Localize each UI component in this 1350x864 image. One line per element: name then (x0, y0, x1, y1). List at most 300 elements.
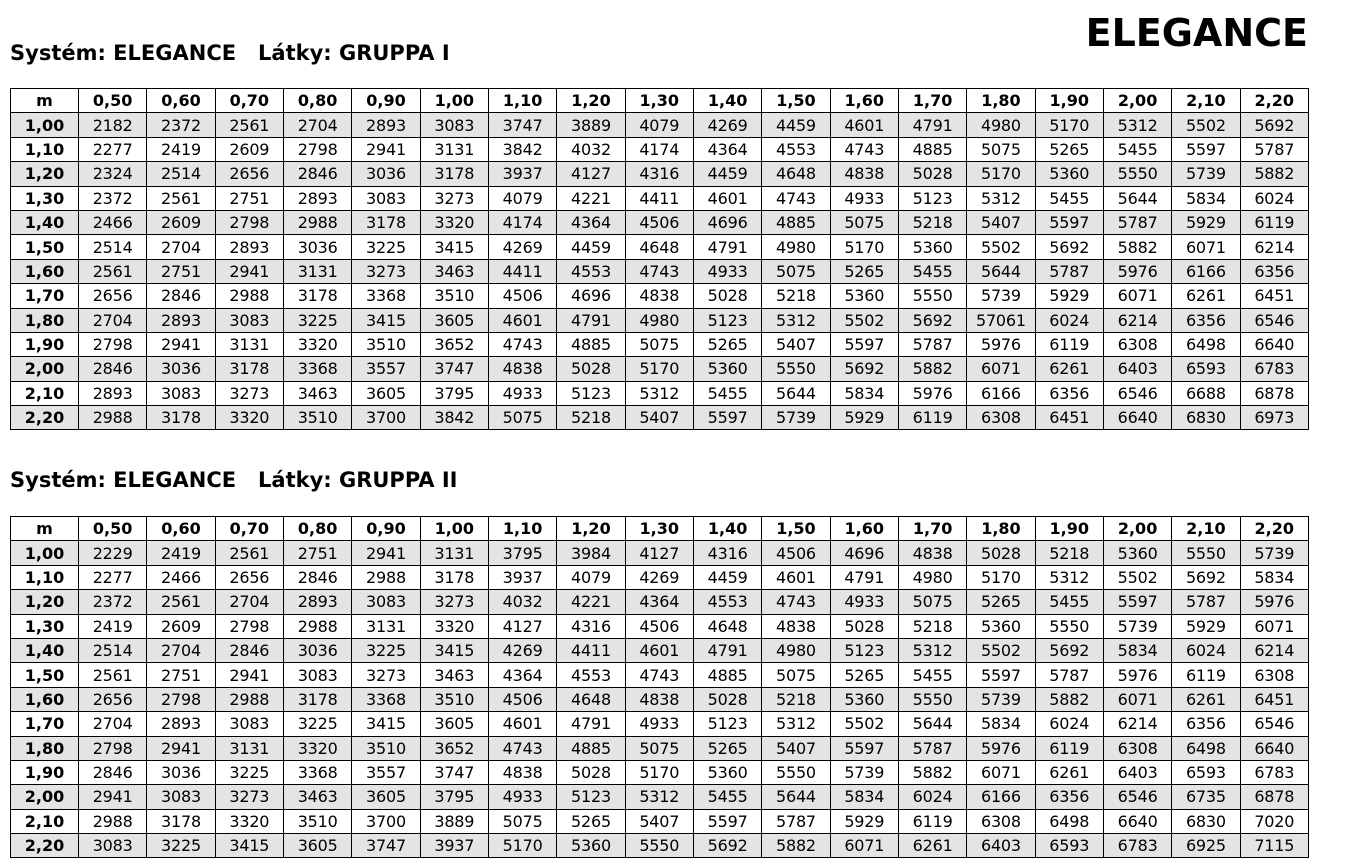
column-header: 1,70 (898, 517, 966, 541)
column-header: 2,10 (1172, 517, 1240, 541)
price-cell: 3036 (352, 162, 420, 186)
price-cell: 4506 (625, 614, 693, 638)
price-cell: 3605 (352, 785, 420, 809)
price-cell: 6356 (1240, 259, 1308, 283)
column-header: 2,20 (1240, 89, 1308, 113)
price-cell: 3937 (488, 565, 556, 589)
price-cell: 5075 (625, 736, 693, 760)
price-cell: 6640 (1103, 809, 1171, 833)
price-cell: 3273 (420, 590, 488, 614)
price-cell: 5075 (625, 332, 693, 356)
price-cell: 5550 (625, 834, 693, 858)
price-cell: 4743 (762, 186, 830, 210)
price-cell: 2704 (79, 308, 147, 332)
price-cell: 5123 (693, 308, 761, 332)
price-cell: 6830 (1172, 809, 1240, 833)
price-cell: 5407 (625, 809, 693, 833)
price-cell: 4411 (557, 638, 625, 662)
price-cell: 4269 (488, 235, 556, 259)
price-cell: 6214 (1103, 308, 1171, 332)
price-cell: 2704 (147, 638, 215, 662)
price-cell: 3415 (215, 834, 283, 858)
price-cell: 6356 (1035, 785, 1103, 809)
price-cell: 4791 (898, 113, 966, 137)
brand-title: ELEGANCE (1085, 11, 1308, 55)
price-cell: 5597 (830, 332, 898, 356)
price-cell: 5692 (693, 834, 761, 858)
price-cell: 2988 (283, 614, 351, 638)
price-cell: 2561 (79, 663, 147, 687)
price-cell: 2751 (215, 186, 283, 210)
price-cell: 5644 (762, 785, 830, 809)
price-cell: 3795 (420, 785, 488, 809)
price-cell: 3273 (215, 381, 283, 405)
price-cell: 4933 (693, 259, 761, 283)
price-cell: 3463 (420, 663, 488, 687)
row-header: 1,70 (11, 712, 79, 736)
row-header: 2,10 (11, 809, 79, 833)
price-cell: 3036 (147, 760, 215, 784)
price-cell: 3036 (283, 638, 351, 662)
row-header: 1,20 (11, 162, 79, 186)
price-cell: 5834 (1240, 565, 1308, 589)
price-cell: 6214 (1240, 235, 1308, 259)
price-cell: 5265 (557, 809, 625, 833)
price-cell: 6498 (1172, 332, 1240, 356)
price-cell: 5550 (762, 760, 830, 784)
price-cell: 3795 (488, 541, 556, 565)
table-row (11, 113, 1309, 137)
column-header: 1,70 (898, 89, 966, 113)
price-cell: 5502 (967, 638, 1035, 662)
price-cell: 5028 (557, 357, 625, 381)
table-row (11, 406, 1309, 430)
price-cell: 3937 (420, 834, 488, 858)
table-row (11, 235, 1309, 259)
price-cell: 5028 (557, 760, 625, 784)
price-cell: 5834 (830, 381, 898, 405)
row-header: 1,10 (11, 137, 79, 161)
price-cell: 2941 (147, 736, 215, 760)
row-header: 1,70 (11, 284, 79, 308)
price-cell: 5360 (830, 687, 898, 711)
corner-header: m (11, 517, 79, 541)
price-cell: 3937 (488, 162, 556, 186)
price-cell: 2561 (147, 186, 215, 210)
price-cell: 4364 (693, 137, 761, 161)
price-cell: 4696 (830, 541, 898, 565)
price-cell: 5787 (1240, 137, 1308, 161)
column-header: 1,30 (625, 517, 693, 541)
table-row (11, 760, 1309, 784)
price-cell: 2798 (79, 332, 147, 356)
column-header: 0,90 (352, 517, 420, 541)
column-header: 1,30 (625, 89, 693, 113)
price-cell: 4032 (488, 590, 556, 614)
column-header: 0,50 (79, 517, 147, 541)
price-cell: 3178 (420, 162, 488, 186)
table-row (11, 736, 1309, 760)
price-cell: 5075 (488, 809, 556, 833)
price-cell: 3225 (283, 712, 351, 736)
price-cell: 4696 (693, 210, 761, 234)
price-cell: 2656 (215, 162, 283, 186)
price-cell: 6403 (1103, 357, 1171, 381)
price-cell: 4364 (557, 210, 625, 234)
price-cell: 5407 (762, 332, 830, 356)
price-cell: 3700 (352, 406, 420, 430)
price-cell: 2751 (283, 541, 351, 565)
price-cell: 5218 (762, 284, 830, 308)
price-cell: 4933 (625, 712, 693, 736)
price-cell: 3700 (352, 809, 420, 833)
price-cell: 5123 (693, 712, 761, 736)
row-header: 1,50 (11, 663, 79, 687)
price-cell: 5407 (967, 210, 1035, 234)
price-cell: 6546 (1103, 381, 1171, 405)
price-cell: 7115 (1240, 834, 1308, 858)
price-cell: 5692 (830, 357, 898, 381)
price-cell: 4838 (625, 284, 693, 308)
price-cell: 3083 (352, 590, 420, 614)
price-cell: 5929 (1172, 210, 1240, 234)
price-cell: 5929 (1035, 284, 1103, 308)
price-cell: 6071 (967, 760, 1035, 784)
price-cell: 4506 (762, 541, 830, 565)
price-cell: 2798 (283, 137, 351, 161)
price-cell: 5550 (898, 284, 966, 308)
table-row (11, 186, 1309, 210)
column-header: 0,70 (215, 517, 283, 541)
table-row (11, 137, 1309, 161)
price-cell: 5550 (1103, 162, 1171, 186)
price-cell: 2704 (147, 235, 215, 259)
price-cell: 3510 (420, 687, 488, 711)
price-cell: 5976 (1103, 259, 1171, 283)
price-cell: 6071 (830, 834, 898, 858)
column-header: 1,60 (830, 89, 898, 113)
price-cell: 5218 (557, 406, 625, 430)
price-cell: 4127 (488, 614, 556, 638)
table-row (11, 712, 1309, 736)
row-header: 2,20 (11, 406, 79, 430)
price-cell: 2893 (283, 590, 351, 614)
price-cell: 2466 (147, 565, 215, 589)
price-cell: 4364 (625, 590, 693, 614)
column-header: 1,50 (762, 517, 830, 541)
table-row (11, 834, 1309, 858)
price-table-gruppa-2 (10, 516, 1309, 858)
price-cell: 6640 (1240, 736, 1308, 760)
price-cell: 6546 (1103, 785, 1171, 809)
table-row (11, 308, 1309, 332)
price-cell: 6071 (1103, 687, 1171, 711)
price-cell: 3605 (420, 712, 488, 736)
price-cell: 3225 (352, 235, 420, 259)
price-cell: 6830 (1172, 406, 1240, 430)
price-cell: 5170 (625, 357, 693, 381)
price-cell: 6261 (1035, 357, 1103, 381)
price-cell: 6878 (1240, 381, 1308, 405)
price-cell: 5644 (762, 381, 830, 405)
price-cell: 5455 (693, 381, 761, 405)
price-cell: 5787 (898, 736, 966, 760)
price-cell: 4459 (693, 162, 761, 186)
price-cell: 5550 (1035, 614, 1103, 638)
price-cell: 3083 (420, 113, 488, 137)
price-cell: 4553 (762, 137, 830, 161)
price-cell: 2561 (215, 113, 283, 137)
row-header: 1,90 (11, 332, 79, 356)
column-header: 0,80 (283, 89, 351, 113)
price-cell: 2372 (79, 590, 147, 614)
price-cell: 3083 (215, 308, 283, 332)
price-cell: 2941 (352, 137, 420, 161)
price-cell: 5360 (1035, 162, 1103, 186)
price-cell: 5882 (1103, 235, 1171, 259)
row-header: 1,00 (11, 113, 79, 137)
price-cell: 6214 (1103, 712, 1171, 736)
price-cell: 5692 (1035, 638, 1103, 662)
column-header: 0,70 (215, 89, 283, 113)
price-cell: 4601 (488, 712, 556, 736)
price-cell: 2941 (215, 663, 283, 687)
price-cell: 3036 (147, 357, 215, 381)
price-cell: 2419 (79, 614, 147, 638)
price-cell: 2277 (79, 137, 147, 161)
price-cell: 5265 (830, 259, 898, 283)
price-cell: 4743 (625, 259, 693, 283)
price-cell: 3131 (215, 736, 283, 760)
price-cell: 6308 (1103, 332, 1171, 356)
price-cell: 5028 (898, 162, 966, 186)
price-cell: 3320 (283, 736, 351, 760)
header-row (11, 89, 1309, 113)
price-cell: 5123 (830, 638, 898, 662)
price-cell: 6308 (967, 406, 1035, 430)
price-cell: 4791 (693, 638, 761, 662)
price-cell: 4838 (488, 760, 556, 784)
price-cell: 3083 (147, 785, 215, 809)
price-cell: 2656 (215, 565, 283, 589)
price-cell: 5739 (967, 284, 1035, 308)
header-row (11, 517, 1309, 541)
price-cell: 4838 (898, 541, 966, 565)
price-cell: 3842 (488, 137, 556, 161)
price-cell: 4791 (830, 565, 898, 589)
price-cell: 2893 (79, 381, 147, 405)
price-cell: 5692 (1035, 235, 1103, 259)
price-cell: 6024 (1035, 712, 1103, 736)
price-cell: 5265 (830, 663, 898, 687)
price-cell: 5787 (1103, 210, 1171, 234)
table-row (11, 638, 1309, 662)
price-cell: 6735 (1172, 785, 1240, 809)
price-cell: 5075 (762, 663, 830, 687)
price-cell: 4838 (488, 357, 556, 381)
price-cell: 6356 (1172, 712, 1240, 736)
table-row (11, 357, 1309, 381)
price-cell: 4364 (488, 663, 556, 687)
price-cell: 3368 (283, 357, 351, 381)
price-cell: 5739 (1172, 162, 1240, 186)
price-cell: 5502 (967, 235, 1035, 259)
price-cell: 5170 (830, 235, 898, 259)
row-header: 1,60 (11, 687, 79, 711)
price-cell: 3652 (420, 332, 488, 356)
price-cell: 5455 (1035, 186, 1103, 210)
row-header: 1,10 (11, 565, 79, 589)
price-cell: 5170 (967, 162, 1035, 186)
price-cell: 3510 (352, 736, 420, 760)
price-cell: 5028 (693, 687, 761, 711)
price-cell: 6356 (1035, 381, 1103, 405)
price-cell: 6783 (1240, 760, 1308, 784)
price-cell: 6024 (898, 785, 966, 809)
price-cell: 3320 (215, 809, 283, 833)
table-row (11, 541, 1309, 565)
price-cell: 5834 (1172, 186, 1240, 210)
price-cell: 5312 (625, 381, 693, 405)
price-cell: 5312 (967, 186, 1035, 210)
price-cell: 5882 (762, 834, 830, 858)
price-cell: 6403 (967, 834, 1035, 858)
price-cell: 4459 (693, 565, 761, 589)
price-cell: 5218 (898, 614, 966, 638)
price-cell: 5455 (1035, 590, 1103, 614)
price-cell: 3747 (352, 834, 420, 858)
section-title-gruppa-1: Systém: ELEGANCE Látky: GRUPPA I (10, 41, 450, 65)
price-cell: 4506 (488, 284, 556, 308)
price-cell: 3605 (352, 381, 420, 405)
price-cell: 3510 (352, 332, 420, 356)
price-cell: 3842 (420, 406, 488, 430)
price-cell: 2893 (283, 186, 351, 210)
price-cell: 6640 (1240, 332, 1308, 356)
price-cell: 6119 (1035, 332, 1103, 356)
price-cell: 4838 (762, 614, 830, 638)
price-cell: 4933 (830, 186, 898, 210)
price-cell: 2609 (147, 614, 215, 638)
price-cell: 5312 (1035, 565, 1103, 589)
section-title-gruppa-2: Systém: ELEGANCE Látky: GRUPPA II (10, 468, 458, 492)
column-header: 1,90 (1035, 517, 1103, 541)
price-cell: 4174 (488, 210, 556, 234)
price-cell: 4885 (762, 210, 830, 234)
price-cell: 2751 (147, 663, 215, 687)
price-cell: 3083 (215, 712, 283, 736)
price-cell: 6071 (967, 357, 1035, 381)
price-cell: 5028 (830, 614, 898, 638)
price-cell: 6119 (1035, 736, 1103, 760)
price-cell: 5976 (1103, 663, 1171, 687)
price-cell: 6071 (1240, 614, 1308, 638)
price-cell: 2941 (215, 259, 283, 283)
price-cell: 3463 (283, 381, 351, 405)
price-cell: 5787 (1035, 259, 1103, 283)
price-cell: 2988 (79, 406, 147, 430)
price-cell: 6593 (1172, 357, 1240, 381)
row-header: 1,80 (11, 736, 79, 760)
price-cell: 5834 (830, 785, 898, 809)
price-cell: 5597 (967, 663, 1035, 687)
price-cell: 4269 (488, 638, 556, 662)
price-cell: 5787 (762, 809, 830, 833)
price-cell: 3557 (352, 760, 420, 784)
price-cell: 3605 (283, 834, 351, 858)
price-cell: 4601 (488, 308, 556, 332)
price-cell: 6166 (967, 381, 1035, 405)
price-cell: 2988 (79, 809, 147, 833)
price-cell: 4316 (693, 541, 761, 565)
price-cell: 3131 (420, 541, 488, 565)
column-header: 2,00 (1103, 517, 1171, 541)
price-cell: 4791 (693, 235, 761, 259)
price-cell: 6878 (1240, 785, 1308, 809)
price-cell: 5075 (967, 137, 1035, 161)
price-cell: 6403 (1103, 760, 1171, 784)
price-cell: 4980 (762, 638, 830, 662)
price-cell: 3747 (420, 357, 488, 381)
price-cell: 4885 (557, 332, 625, 356)
row-header: 2,20 (11, 834, 79, 858)
price-cell: 3889 (557, 113, 625, 137)
price-cell: 2798 (79, 736, 147, 760)
price-cell: 7020 (1240, 809, 1308, 833)
row-header: 1,30 (11, 186, 79, 210)
column-header: 1,20 (557, 517, 625, 541)
price-cell: 5739 (1103, 614, 1171, 638)
price-cell: 3131 (420, 137, 488, 161)
price-cell: 5360 (1103, 541, 1171, 565)
price-cell: 4221 (557, 186, 625, 210)
price-cell: 5976 (1240, 590, 1308, 614)
price-cell: 3368 (283, 760, 351, 784)
price-cell: 5834 (967, 712, 1035, 736)
table-row (11, 259, 1309, 283)
price-cell: 5123 (557, 381, 625, 405)
price-cell: 3368 (352, 284, 420, 308)
price-cell: 4459 (762, 113, 830, 137)
price-cell: 4174 (625, 137, 693, 161)
price-cell: 6308 (1240, 663, 1308, 687)
price-cell: 2609 (215, 137, 283, 161)
price-cell: 2466 (79, 210, 147, 234)
row-header: 1,60 (11, 259, 79, 283)
price-cell: 4980 (898, 565, 966, 589)
price-cell: 2893 (147, 308, 215, 332)
price-cell: 3178 (352, 210, 420, 234)
table-row (11, 663, 1309, 687)
price-cell: 3178 (283, 687, 351, 711)
price-cell: 3889 (420, 809, 488, 833)
price-cell: 2846 (79, 357, 147, 381)
price-cell: 5455 (898, 259, 966, 283)
table-row (11, 381, 1309, 405)
price-cell: 4079 (625, 113, 693, 137)
price-cell: 5882 (1035, 687, 1103, 711)
price-table-gruppa-1 (10, 88, 1309, 430)
price-cell: 2704 (215, 590, 283, 614)
price-cell: 4079 (557, 565, 625, 589)
price-cell: 2751 (147, 259, 215, 283)
price-cell: 4743 (488, 736, 556, 760)
price-cell: 6166 (1172, 259, 1240, 283)
price-cell: 2941 (352, 541, 420, 565)
price-cell: 5028 (967, 541, 1035, 565)
price-cell: 2798 (147, 687, 215, 711)
price-cell: 6640 (1103, 406, 1171, 430)
